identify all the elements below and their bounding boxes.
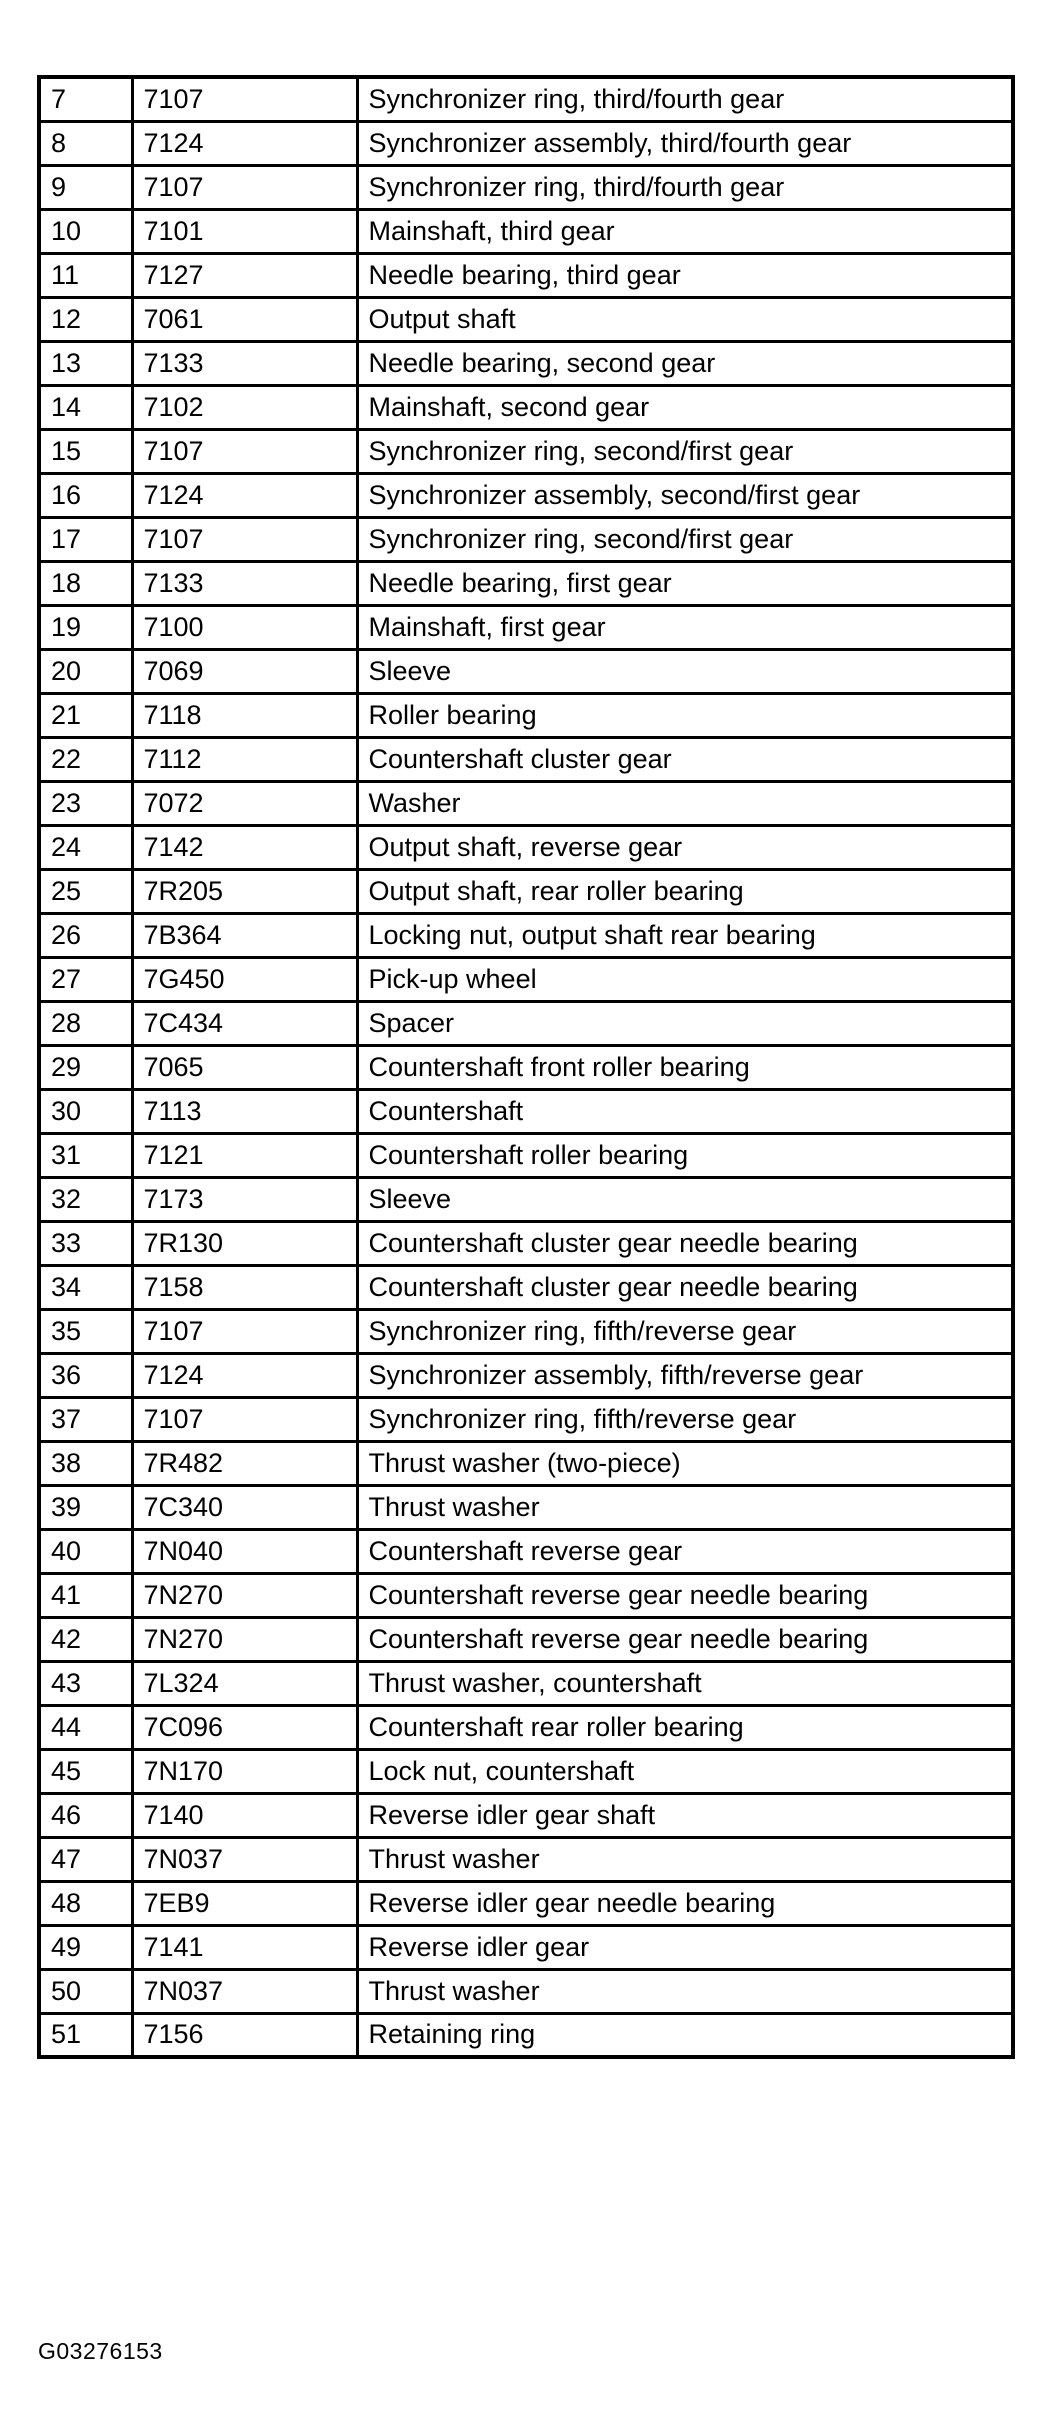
table-row	[39, 1705, 1013, 1749]
item-number-cell: 17	[39, 517, 132, 561]
parts-table-body	[39, 77, 1013, 2057]
description-cell: Countershaft front roller bearing	[357, 1045, 1013, 1089]
table-row	[39, 1001, 1013, 1045]
part-number-cell: 7N037	[132, 1837, 357, 1881]
item-number-cell: 13	[39, 341, 132, 385]
part-number-cell: 7101	[132, 209, 357, 253]
description-cell: Thrust washer	[357, 1485, 1013, 1529]
table-row	[39, 1089, 1013, 1133]
part-number-cell: 7N037	[132, 1969, 357, 2013]
item-number-cell: 25	[39, 869, 132, 913]
part-number-cell: 7C096	[132, 1705, 357, 1749]
description-cell: Locking nut, output shaft rear bearing	[357, 913, 1013, 957]
item-number-cell: 14	[39, 385, 132, 429]
part-number-cell: 7N040	[132, 1529, 357, 1573]
part-number-cell: 7C340	[132, 1485, 357, 1529]
description-cell: Countershaft roller bearing	[357, 1133, 1013, 1177]
part-number-cell: 7107	[132, 1397, 357, 1441]
item-number-cell: 36	[39, 1353, 132, 1397]
item-number-cell: 45	[39, 1749, 132, 1793]
item-number-cell: 37	[39, 1397, 132, 1441]
item-number-cell: 7	[39, 77, 132, 121]
table-row	[39, 165, 1013, 209]
description-cell: Countershaft	[357, 1089, 1013, 1133]
item-number-cell: 16	[39, 473, 132, 517]
table-row	[39, 517, 1013, 561]
table-row	[39, 957, 1013, 1001]
table-row	[39, 1485, 1013, 1529]
item-number-cell: 10	[39, 209, 132, 253]
part-number-cell: 7124	[132, 1353, 357, 1397]
part-number-cell: 7R482	[132, 1441, 357, 1485]
part-number-cell: 7140	[132, 1793, 357, 1837]
part-number-cell: 7072	[132, 781, 357, 825]
table-row	[39, 1749, 1013, 1793]
item-number-cell: 40	[39, 1529, 132, 1573]
description-cell: Thrust washer (two-piece)	[357, 1441, 1013, 1485]
part-number-cell: 7127	[132, 253, 357, 297]
item-number-cell: 24	[39, 825, 132, 869]
description-cell: Pick-up wheel	[357, 957, 1013, 1001]
part-number-cell: 7B364	[132, 913, 357, 957]
item-number-cell: 18	[39, 561, 132, 605]
table-row	[39, 121, 1013, 165]
description-cell: Countershaft cluster gear needle bearing	[357, 1265, 1013, 1309]
table-row	[39, 1441, 1013, 1485]
part-number-cell: 7107	[132, 77, 357, 121]
description-cell: Sleeve	[357, 1177, 1013, 1221]
figure-id: G03276153	[38, 2338, 163, 2364]
table-row	[39, 1045, 1013, 1089]
item-number-cell: 32	[39, 1177, 132, 1221]
part-number-cell: 7113	[132, 1089, 357, 1133]
table-row	[39, 1397, 1013, 1441]
description-cell: Synchronizer ring, third/fourth gear	[357, 77, 1013, 121]
table-row	[39, 1309, 1013, 1353]
part-number-cell: 7L324	[132, 1661, 357, 1705]
table-row	[39, 429, 1013, 473]
part-number-cell: 7102	[132, 385, 357, 429]
part-number-cell: 7N270	[132, 1617, 357, 1661]
part-number-cell: 7R130	[132, 1221, 357, 1265]
table-row	[39, 605, 1013, 649]
description-cell: Synchronizer ring, fifth/reverse gear	[357, 1397, 1013, 1441]
part-number-cell: 7124	[132, 473, 357, 517]
part-number-cell: 7107	[132, 429, 357, 473]
part-number-cell: 7112	[132, 737, 357, 781]
item-number-cell: 15	[39, 429, 132, 473]
description-cell: Synchronizer ring, second/first gear	[357, 429, 1013, 473]
part-number-cell: 7N270	[132, 1573, 357, 1617]
item-number-cell: 51	[39, 2013, 132, 2057]
description-cell: Countershaft reverse gear needle bearing	[357, 1573, 1013, 1617]
table-row	[39, 1881, 1013, 1925]
description-cell: Countershaft cluster gear needle bearing	[357, 1221, 1013, 1265]
description-cell: Retaining ring	[357, 2013, 1013, 2057]
table-row	[39, 341, 1013, 385]
description-cell: Needle bearing, third gear	[357, 253, 1013, 297]
part-number-cell: 7158	[132, 1265, 357, 1309]
description-cell: Reverse idler gear needle bearing	[357, 1881, 1013, 1925]
part-number-cell: 7R205	[132, 869, 357, 913]
table-row	[39, 1969, 1013, 2013]
table-row	[39, 693, 1013, 737]
part-number-cell: 7061	[132, 297, 357, 341]
table-row	[39, 473, 1013, 517]
item-number-cell: 34	[39, 1265, 132, 1309]
description-cell: Thrust washer	[357, 1837, 1013, 1881]
part-number-cell: 7124	[132, 121, 357, 165]
table-row	[39, 1265, 1013, 1309]
item-number-cell: 19	[39, 605, 132, 649]
description-cell: Synchronizer ring, second/first gear	[357, 517, 1013, 561]
table-row	[39, 913, 1013, 957]
table-row	[39, 253, 1013, 297]
table-row	[39, 1529, 1013, 1573]
item-number-cell: 28	[39, 1001, 132, 1045]
item-number-cell: 41	[39, 1573, 132, 1617]
part-number-cell: 7N170	[132, 1749, 357, 1793]
part-number-cell: 7107	[132, 165, 357, 209]
part-number-cell: 7141	[132, 1925, 357, 1969]
item-number-cell: 27	[39, 957, 132, 1001]
table-row	[39, 209, 1013, 253]
table-row	[39, 781, 1013, 825]
description-cell: Countershaft reverse gear needle bearing	[357, 1617, 1013, 1661]
part-number-cell: 7107	[132, 517, 357, 561]
item-number-cell: 38	[39, 1441, 132, 1485]
item-number-cell: 49	[39, 1925, 132, 1969]
item-number-cell: 39	[39, 1485, 132, 1529]
description-cell: Output shaft, reverse gear	[357, 825, 1013, 869]
description-cell: Sleeve	[357, 649, 1013, 693]
description-cell: Countershaft cluster gear	[357, 737, 1013, 781]
description-cell: Reverse idler gear	[357, 1925, 1013, 1969]
item-number-cell: 44	[39, 1705, 132, 1749]
item-number-cell: 8	[39, 121, 132, 165]
description-cell: Synchronizer assembly, third/fourth gear	[357, 121, 1013, 165]
description-cell: Synchronizer ring, third/fourth gear	[357, 165, 1013, 209]
description-cell: Needle bearing, first gear	[357, 561, 1013, 605]
item-number-cell: 11	[39, 253, 132, 297]
description-cell: Countershaft reverse gear	[357, 1529, 1013, 1573]
item-number-cell: 9	[39, 165, 132, 209]
part-number-cell: 7100	[132, 605, 357, 649]
description-cell: Synchronizer ring, fifth/reverse gear	[357, 1309, 1013, 1353]
table-row	[39, 561, 1013, 605]
item-number-cell: 22	[39, 737, 132, 781]
part-number-cell: 7133	[132, 561, 357, 605]
description-cell: Spacer	[357, 1001, 1013, 1045]
description-cell: Reverse idler gear shaft	[357, 1793, 1013, 1837]
description-cell: Mainshaft, third gear	[357, 209, 1013, 253]
table-row	[39, 649, 1013, 693]
part-number-cell: 7EB9	[132, 1881, 357, 1925]
part-number-cell: 7065	[132, 1045, 357, 1089]
item-number-cell: 29	[39, 1045, 132, 1089]
table-row	[39, 1353, 1013, 1397]
part-number-cell: 7118	[132, 693, 357, 737]
item-number-cell: 30	[39, 1089, 132, 1133]
part-number-cell: 7107	[132, 1309, 357, 1353]
description-cell: Roller bearing	[357, 693, 1013, 737]
item-number-cell: 43	[39, 1661, 132, 1705]
description-cell: Thrust washer	[357, 1969, 1013, 2013]
part-number-cell: 7173	[132, 1177, 357, 1221]
item-number-cell: 46	[39, 1793, 132, 1837]
item-number-cell: 20	[39, 649, 132, 693]
description-cell: Lock nut, countershaft	[357, 1749, 1013, 1793]
table-row	[39, 385, 1013, 429]
part-number-cell: 7C434	[132, 1001, 357, 1045]
item-number-cell: 31	[39, 1133, 132, 1177]
table-row	[39, 1573, 1013, 1617]
item-number-cell: 26	[39, 913, 132, 957]
item-number-cell: 50	[39, 1969, 132, 2013]
table-row	[39, 77, 1013, 121]
description-cell: Countershaft rear roller bearing	[357, 1705, 1013, 1749]
item-number-cell: 23	[39, 781, 132, 825]
table-row	[39, 1177, 1013, 1221]
table-row	[39, 825, 1013, 869]
item-number-cell: 33	[39, 1221, 132, 1265]
table-row	[39, 297, 1013, 341]
description-cell: Needle bearing, second gear	[357, 341, 1013, 385]
table-row	[39, 1133, 1013, 1177]
table-row	[39, 869, 1013, 913]
item-number-cell: 21	[39, 693, 132, 737]
description-cell: Output shaft	[357, 297, 1013, 341]
part-number-cell: 7156	[132, 2013, 357, 2057]
part-number-cell: 7069	[132, 649, 357, 693]
table-row	[39, 1617, 1013, 1661]
description-cell: Output shaft, rear roller bearing	[357, 869, 1013, 913]
part-number-cell: 7121	[132, 1133, 357, 1177]
part-number-cell: 7142	[132, 825, 357, 869]
part-number-cell: 7G450	[132, 957, 357, 1001]
table-row	[39, 1661, 1013, 1705]
description-cell: Thrust washer, countershaft	[357, 1661, 1013, 1705]
table-row	[39, 1837, 1013, 1881]
item-number-cell: 47	[39, 1837, 132, 1881]
table-row	[39, 2013, 1013, 2057]
table-row	[39, 1221, 1013, 1265]
table-row	[39, 1793, 1013, 1837]
item-number-cell: 12	[39, 297, 132, 341]
description-cell: Mainshaft, second gear	[357, 385, 1013, 429]
description-cell: Washer	[357, 781, 1013, 825]
description-cell: Mainshaft, first gear	[357, 605, 1013, 649]
table-row	[39, 1925, 1013, 1969]
description-cell: Synchronizer assembly, fifth/reverse gear	[357, 1353, 1013, 1397]
table-row	[39, 737, 1013, 781]
parts-table	[37, 75, 1015, 2059]
item-number-cell: 42	[39, 1617, 132, 1661]
description-cell: Synchronizer assembly, second/first gear	[357, 473, 1013, 517]
item-number-cell: 48	[39, 1881, 132, 1925]
part-number-cell: 7133	[132, 341, 357, 385]
item-number-cell: 35	[39, 1309, 132, 1353]
